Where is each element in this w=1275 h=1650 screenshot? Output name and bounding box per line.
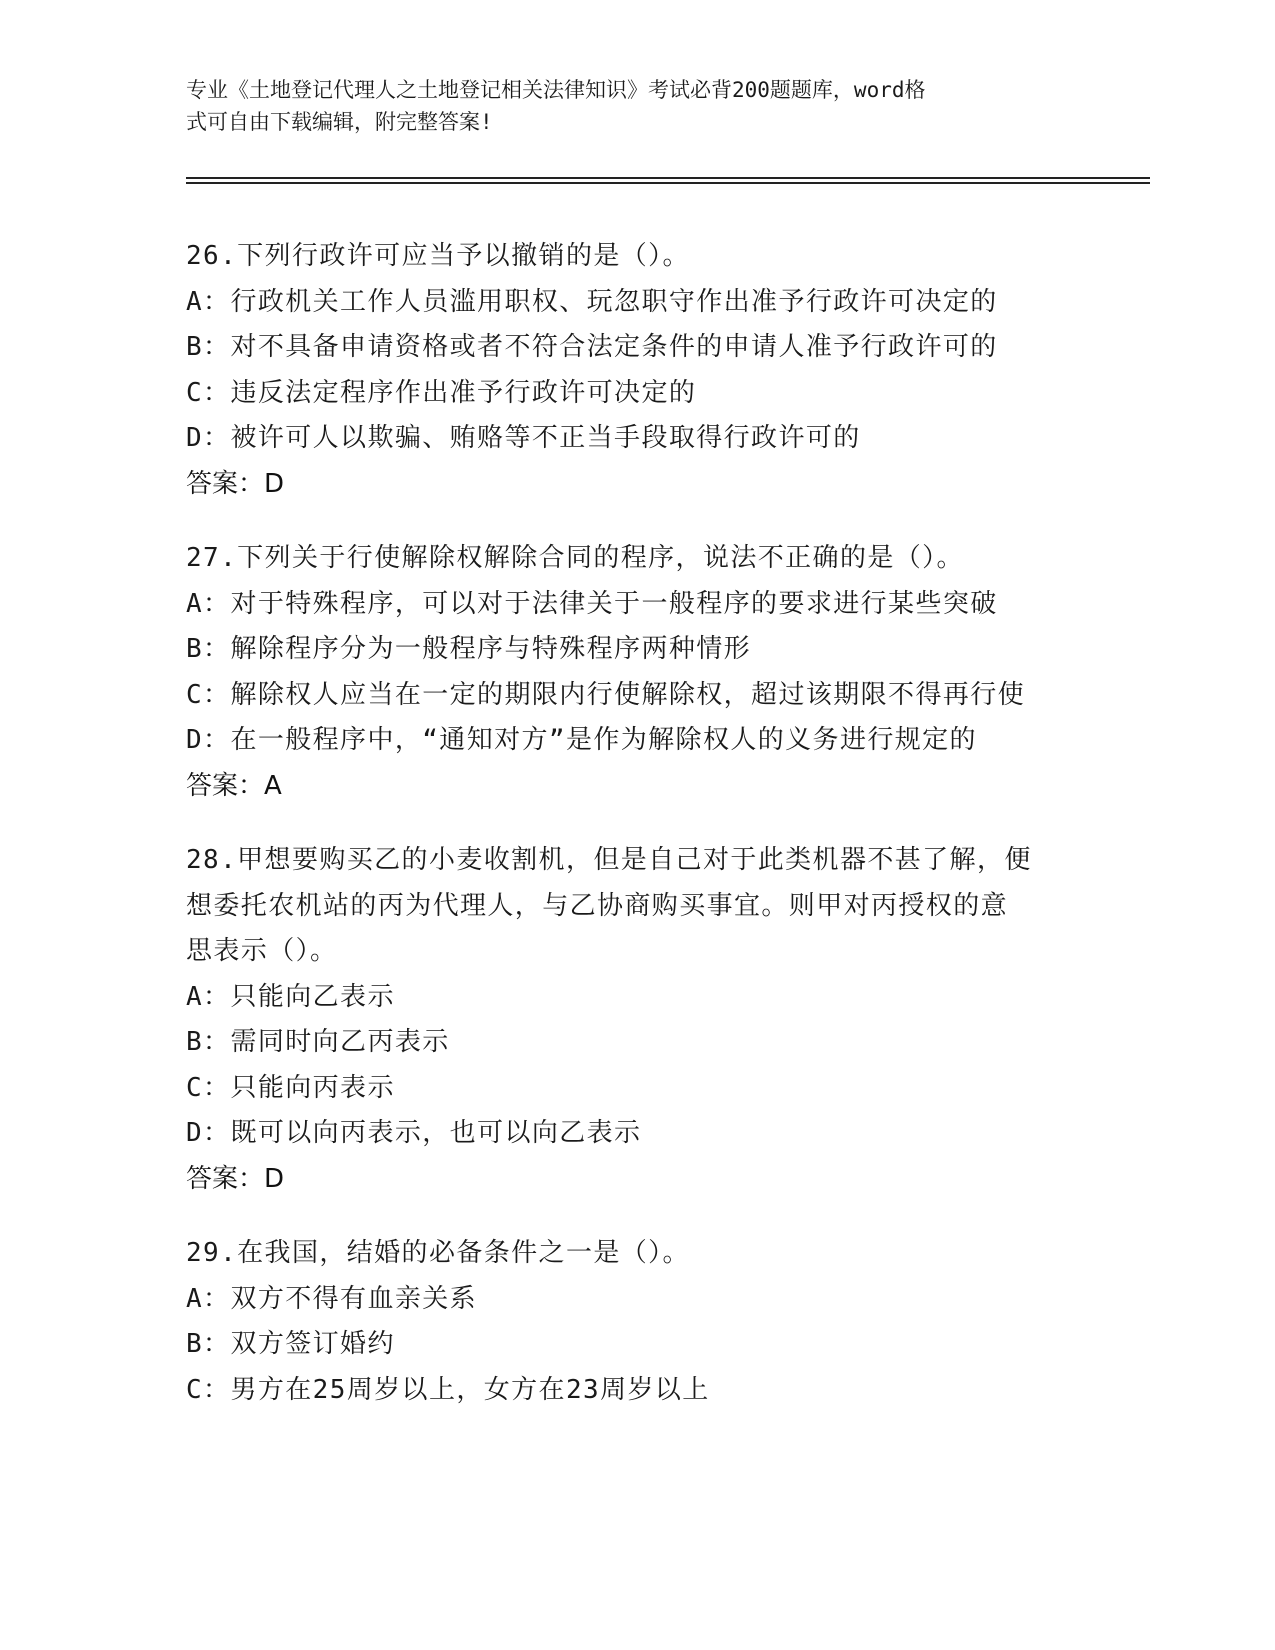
question-28 xyxy=(186,838,1086,1202)
question-list xyxy=(186,234,1086,1442)
question-stem xyxy=(186,536,1086,582)
question-27 xyxy=(186,536,1086,809)
header-divider-bottom xyxy=(186,182,1150,184)
document-header xyxy=(186,74,1066,138)
question-stem-line: 29.在我国，结婚的必备条件之一是（）。 xyxy=(186,1238,690,1268)
question-26 xyxy=(186,234,1086,507)
option-b: B：解除程序分为一般程序与特殊程序两种情形 xyxy=(186,634,752,664)
option-c: C：违反法定程序作出准予行政许可决定的 xyxy=(186,377,697,408)
header-line-2: 式可自由下载编辑，附完整答案! xyxy=(186,110,493,134)
option-c: C：只能向丙表示 xyxy=(186,1072,395,1103)
option-c: C：解除权人应当在一定的期限内行使解除权，超过该期限不得再行使 xyxy=(186,679,1026,710)
option-b: B：双方签订婚约 xyxy=(186,1329,395,1359)
answer-line: 答案：A xyxy=(186,770,282,801)
answer-line: 答案：D xyxy=(186,1163,285,1194)
option-d: D：被许可人以欺骗、贿赂等不正当手段取得行政许可的 xyxy=(186,423,861,453)
header-divider-top xyxy=(186,177,1150,179)
option-a: A：对于特殊程序，可以对于法律关于一般程序的要求进行某些突破 xyxy=(186,588,998,619)
option-a: A：只能向乙表示 xyxy=(186,981,395,1012)
question-stem-line: 28.甲想要购买乙的小麦收割机，但是自己对于此类机器不甚了解，便 xyxy=(186,845,1032,875)
option-c: C：男方在25周岁以上，女方在23周岁以上 xyxy=(186,1374,710,1405)
option-a: A：行政机关工作人员滥用职权、玩忽职守作出准予行政许可决定的 xyxy=(186,286,998,317)
option-b: B：需同时向乙丙表示 xyxy=(186,1027,450,1057)
question-29 xyxy=(186,1231,1086,1413)
question-stem-line: 27.下列关于行使解除权解除合同的程序，说法不正确的是（）。 xyxy=(186,543,964,573)
question-stem xyxy=(186,234,1086,280)
option-d: D：既可以向丙表示，也可以向乙表示 xyxy=(186,1118,642,1148)
question-stem-line: 思表示（）。 xyxy=(186,936,338,966)
header-line-1: 专业《土地登记代理人之土地登记相关法律知识》考试必背200题题库，word格 xyxy=(186,78,926,102)
question-stem-line: 26.下列行政许可应当予以撤销的是（）。 xyxy=(186,241,690,271)
option-d: D：在一般程序中，“通知对方”是作为解除权人的义务进行规定的 xyxy=(186,725,977,755)
question-stem xyxy=(186,1231,1086,1277)
option-a: A：双方不得有血亲关系 xyxy=(186,1283,478,1314)
option-b: B：对不具备申请资格或者不符合法定条件的申请人准予行政许可的 xyxy=(186,332,998,362)
question-stem-line: 想委托农机站的丙为代理人，与乙协商购买事宜。则甲对丙授权的意 xyxy=(186,890,1009,921)
question-stem xyxy=(186,838,1086,975)
answer-line: 答案：D xyxy=(186,468,285,499)
